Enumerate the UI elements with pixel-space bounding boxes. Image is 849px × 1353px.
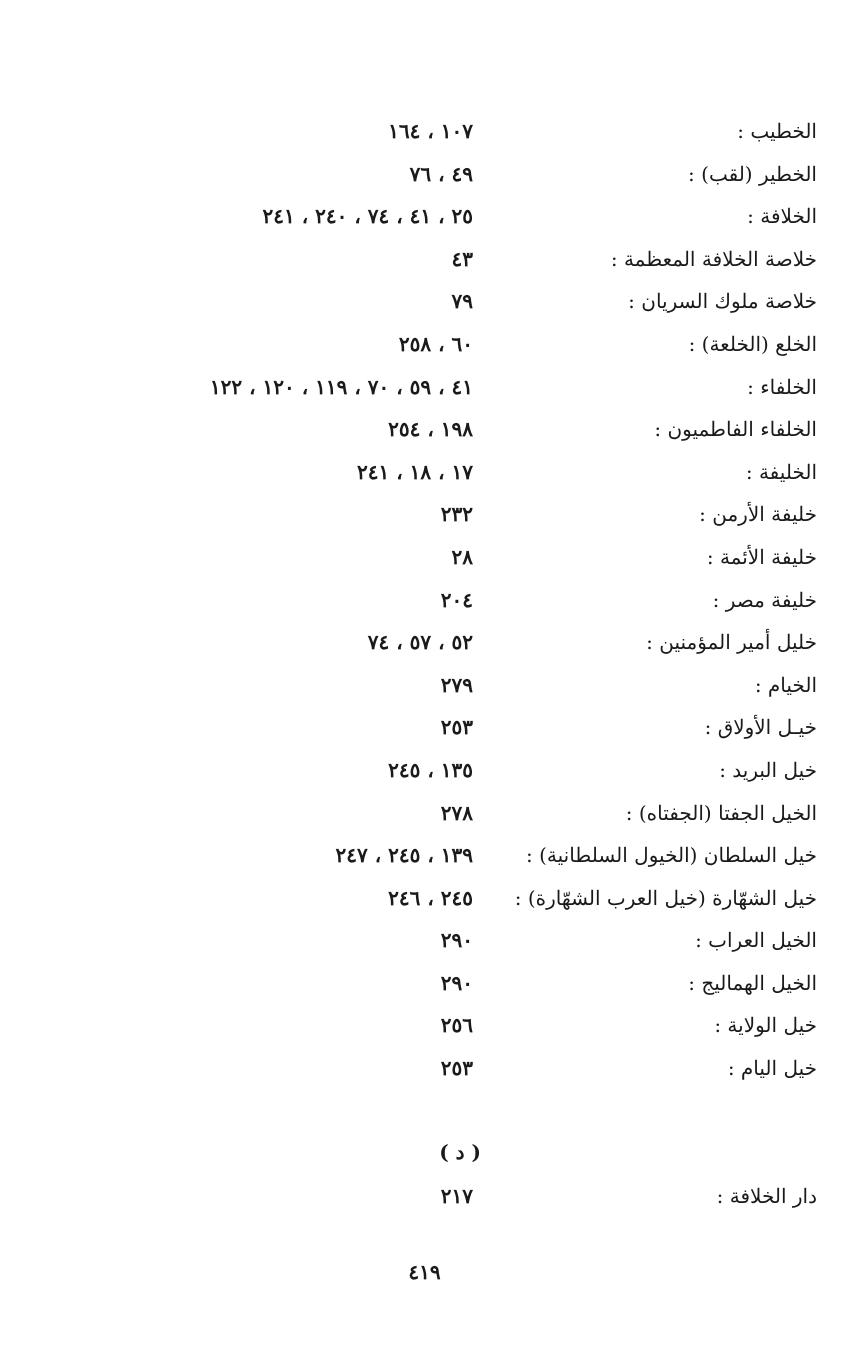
page-number: ٤١٩ [408, 1260, 441, 1284]
index-entry [0, 113, 849, 156]
index-pages: ٤١ ، ٥٩ ، ٧٠ ، ١١٩ ، ١٢٠ ، ١٢٢ [209, 374, 473, 399]
index-entry [0, 326, 849, 369]
index-entry [0, 922, 849, 965]
index-pages: ٢٧٩ [440, 672, 473, 697]
index-entry [0, 283, 849, 326]
index-entry [0, 241, 849, 284]
index-term: خليل أمير المؤمنين : [646, 630, 817, 655]
index-term: خليفة الأئمة : [706, 544, 817, 569]
index-entry [0, 965, 849, 1008]
index-term: خيـل الأولاق : [704, 715, 817, 740]
index-entry [0, 752, 849, 795]
index-term: الخيل الجفتا (الجفتاه) : [625, 800, 817, 825]
index-pages: ٢٩٠ [440, 928, 473, 953]
index-pages: ٤٩ ، ٧٦ [409, 161, 473, 186]
index-term: خيل السلطان (الخيول السلطانية) : [525, 843, 817, 868]
index-pages: ١٧ ، ١٨ ، ٢٤١ [357, 459, 473, 484]
index-entry [0, 369, 849, 412]
index-term: الخلافة : [747, 204, 817, 229]
index-term: خيل الولاية : [714, 1013, 817, 1038]
index-pages: ٢٣٢ [440, 502, 473, 527]
index-entry [0, 1007, 849, 1050]
index-entry [0, 198, 849, 241]
index-term: خيل الشهّارة (خيل العرب الشهّارة) : [514, 885, 817, 910]
index-pages: ٢٥ ، ٤١ ، ٧٤ ، ٢٤٠ ، ٢٤١ [262, 204, 473, 229]
index-entry [0, 667, 849, 710]
index-term: الخيل العراب : [695, 928, 817, 953]
index-entry [0, 582, 849, 625]
index-term: خيل البريد : [719, 757, 817, 782]
index-pages: ٢١٧ [440, 1184, 473, 1208]
index-entry [0, 624, 849, 667]
index-term: خلاصة الخلافة المعظمة : [610, 246, 817, 271]
index-pages: ٢٨ [451, 544, 473, 569]
index-entry [0, 539, 849, 582]
index-entry [0, 795, 849, 838]
index-pages: ٧٩ [451, 289, 473, 314]
index-term: الخيل الهماليج : [688, 970, 817, 995]
index-term: الخلفاء الفاطميون : [654, 417, 817, 442]
index-pages: ١٩٨ ، ٢٥٤ [388, 417, 473, 442]
index-entry [0, 1050, 849, 1093]
index-term: خليفة مصر : [712, 587, 817, 612]
index-term: دار الخلافة : [716, 1184, 817, 1208]
index-entry [0, 496, 849, 539]
index-entry [0, 880, 849, 923]
index-entry [0, 709, 849, 752]
section-letter-heading: ( د ) [439, 1140, 481, 1164]
index-entry [0, 156, 849, 199]
index-term: الخطيب : [737, 119, 817, 143]
index-list [0, 113, 849, 1093]
index-pages: ٢٥٦ [440, 1013, 473, 1038]
index-entry [0, 1178, 849, 1220]
index-pages: ٢٥٣ [440, 715, 473, 740]
index-pages: ٢٤٥ ، ٢٤٦ [388, 885, 473, 910]
index-term: الخطير (لقب) : [688, 161, 817, 186]
index-term: خلاصة ملوك السريان : [628, 289, 817, 314]
index-pages: ٢٠٤ [440, 587, 473, 612]
index-pages: ١٣٩ ، ٢٤٥ ، ٢٤٧ [335, 843, 473, 868]
index-term: خيل اليام : [727, 1056, 817, 1081]
index-term: الخليفة : [745, 459, 817, 484]
index-term: الخيام : [754, 672, 817, 697]
index-pages: ٢٧٨ [440, 800, 473, 825]
index-pages: ٥٢ ، ٥٧ ، ٧٤ [367, 630, 473, 655]
index-pages: ١٣٥ ، ٢٤٥ [388, 757, 473, 782]
index-term: خليفة الأرمن : [699, 502, 817, 527]
index-entry [0, 837, 849, 880]
index-pages: ٤٣ [451, 246, 473, 271]
index-pages: ٢٩٠ [440, 970, 473, 995]
index-pages: ٢٥٣ [440, 1056, 473, 1081]
index-pages: ٦٠ ، ٢٥٨ [398, 331, 473, 356]
index-term: الخلع (الخلعة) : [688, 331, 817, 356]
index-pages: ١٠٧ ، ١٦٤ [388, 119, 473, 143]
index-term: الخلفاء : [747, 374, 817, 399]
index-entry [0, 454, 849, 497]
index-entry [0, 411, 849, 454]
